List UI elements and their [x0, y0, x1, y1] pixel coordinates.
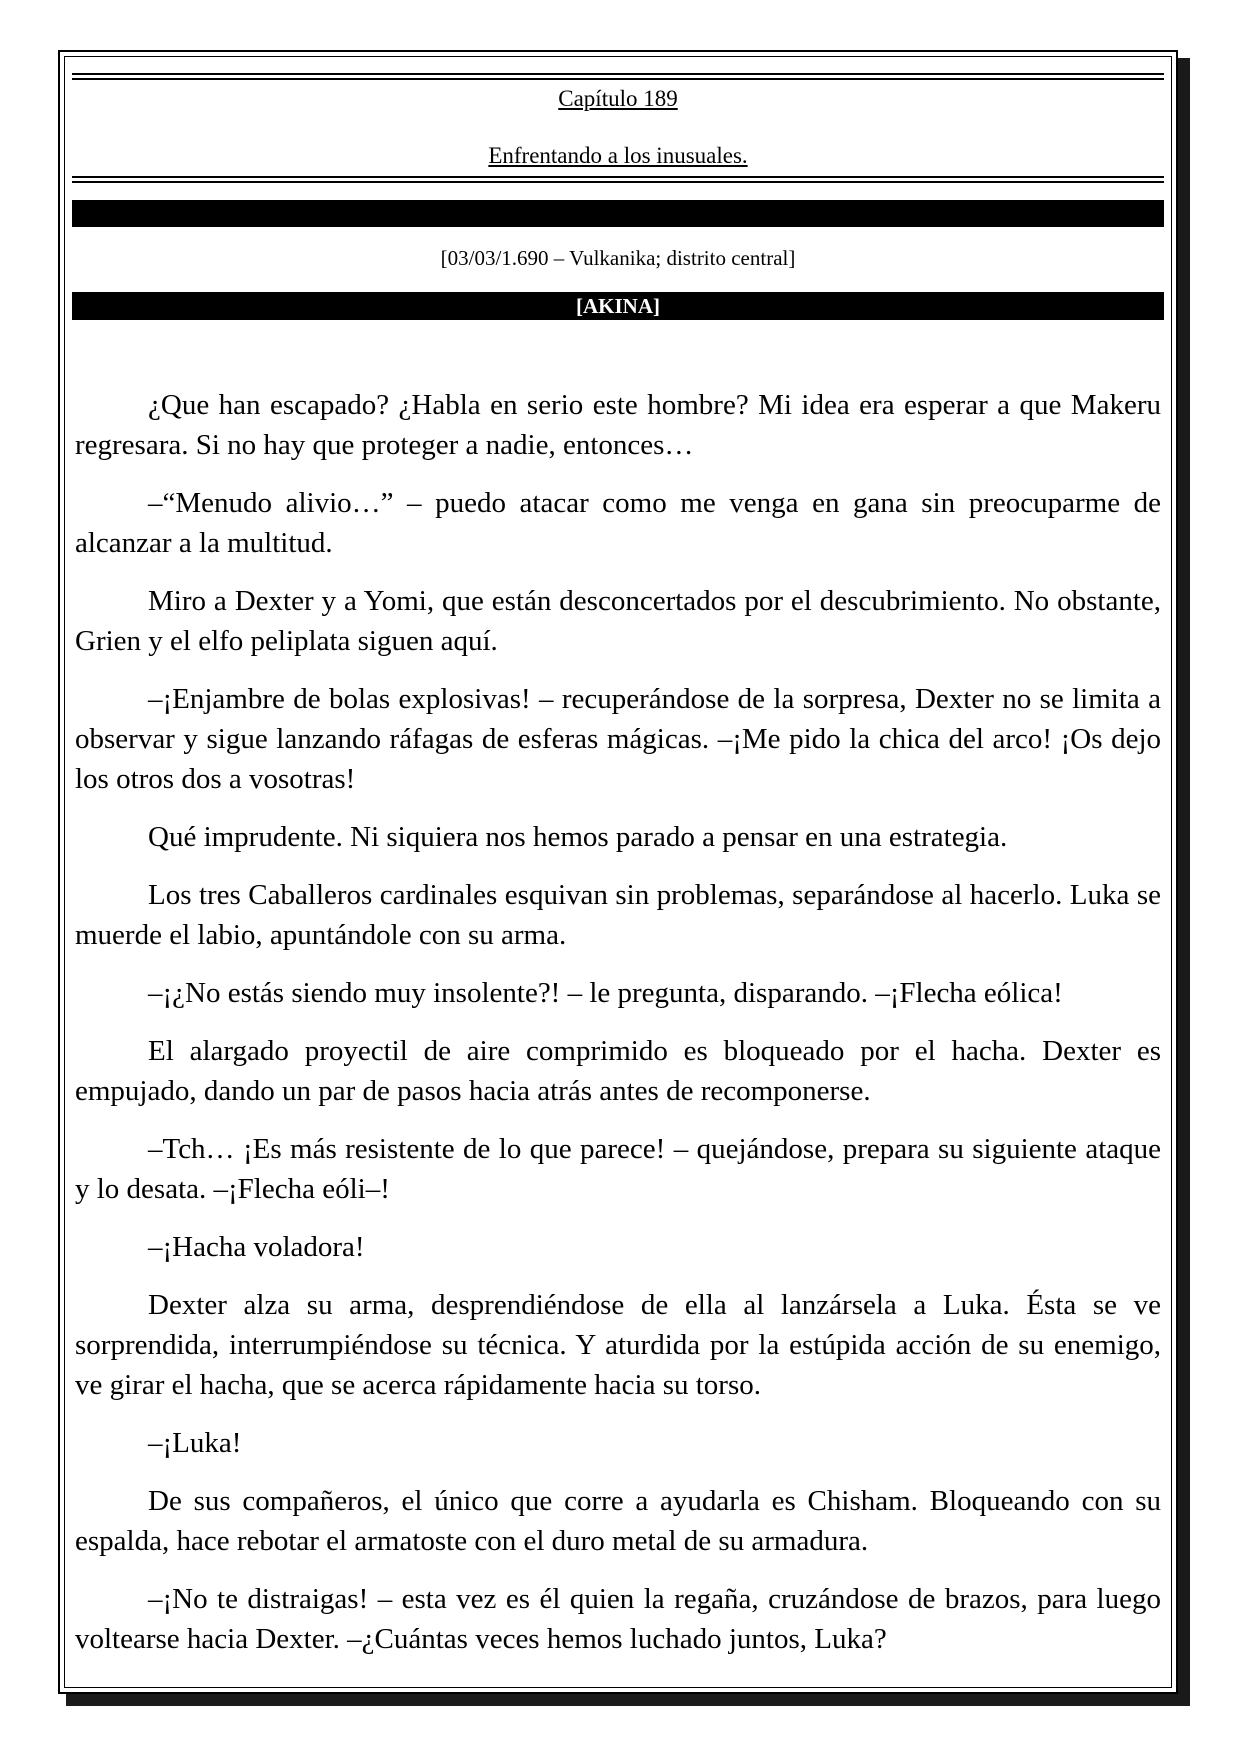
paragraph: –Tch… ¡Es más resistente de lo que parece! – quejándose, prepara su siguiente ataque y lo desata. –¡Flecha eóli–! [75, 1133, 1161, 1205]
paragraph: Miro a Dexter y a Yomi, que están desconcertados por el descubrimiento. No obstante, Grien y el elfo peliplata siguen aquí. [75, 585, 1161, 657]
title-bottom-double-rule [72, 176, 1164, 183]
paragraph: Los tres Caballeros cardinales esquivan sin problemas, separándose al hacerlo. Luka se muerde el labio, apuntándole con su arma. [75, 879, 1161, 951]
paragraph: –¡Enjambre de bolas explosivas! – recuperándose de la sorpresa, Dexter no se limita a observar y sigue lanzando ráfagas de esferas mágicas. –¡Me pido la chica del arco! ¡Os dejo los otros dos a vosotras! [75, 683, 1161, 795]
date-location-line: [03/03/1.690 – Vulkanika; distrito central] [440, 246, 796, 270]
paragraph: –“Menudo alivio…” – puedo atacar como me venga en gana sin preocuparme de alcanzar a la multitud. [75, 487, 1161, 559]
section-divider-bar [72, 200, 1164, 227]
top-double-rule [72, 73, 1164, 80]
pov-character-banner: [AKINA] [72, 292, 1164, 320]
paragraph: Dexter alza su arma, desprendiéndose de ella al lanzársela a Luka. Ésta se ve sorprendida, interrumpiéndose su técnica. Y aturdida por la estúpida acción de su enemigo, ve girar el hacha, que se acerca rápidamente hacia su torso. [75, 1289, 1161, 1401]
chapter-title: Enfrentando a los inusuales. [488, 143, 748, 168]
paragraph: El alargado proyectil de aire comprimido es bloqueado por el hacha. Dexter es empujado, dando un par de pasos hacia atrás antes de recomponerse. [75, 1035, 1161, 1107]
paragraph: ¿Que han escapado? ¿Habla en serio este hombre? Mi idea era esperar a que Makeru regresara. Si no hay que proteger a nadie, entonces… [75, 389, 1161, 461]
paragraph: De sus compañeros, el único que corre a ayudarla es Chisham. Bloqueando con su espalda, hace rebotar el armatoste con el duro metal de su armadura. [75, 1485, 1161, 1557]
paragraph: –¡No te distraigas! – esta vez es él quien la regaña, cruzándose de brazos, para luego voltearse hacia Dexter. –¿Cuántas veces hemos luchado juntos, Luka? [75, 1583, 1161, 1655]
paragraph: Qué imprudente. Ni siquiera nos hemos parado a pensar en una estrategia. [148, 821, 1008, 853]
chapter-body [75, 385, 1161, 1677]
chapter-number: Capítulo 189 [558, 86, 678, 111]
paragraph: –¡¿No estás siendo muy insolente?! – le pregunta, disparando. –¡Flecha eólica! [148, 977, 1063, 1009]
paragraph: –¡Hacha voladora! [148, 1231, 365, 1263]
paragraph: –¡Luka! [148, 1427, 242, 1459]
